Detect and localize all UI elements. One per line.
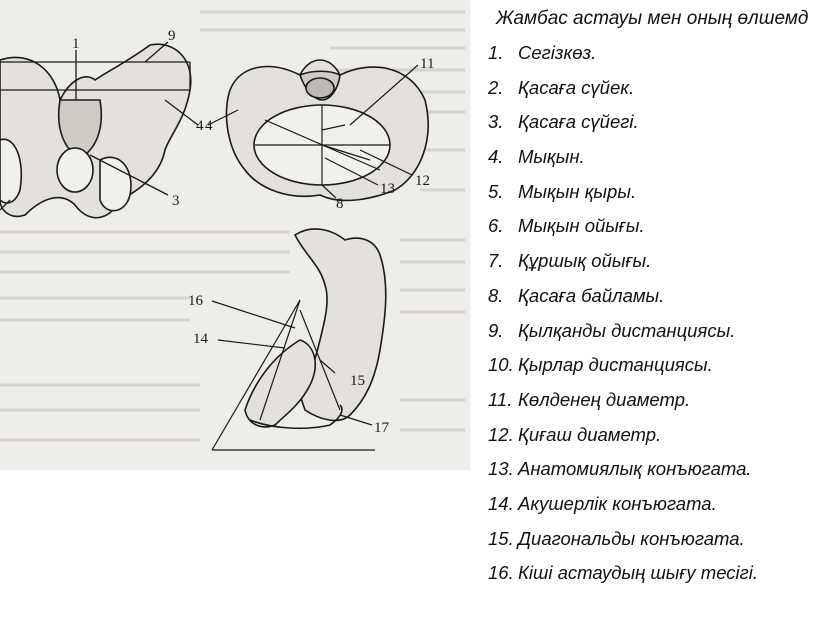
label-16: 16 [188,293,203,309]
legend-item-text: Қылқанды дистанциясы. [518,319,736,341]
legend-item [488,209,758,244]
legend-item-number: 13. [488,458,514,480]
legend-item-number: 16. [488,562,514,584]
legend-item [488,36,758,71]
legend-item-number: 6. [488,215,504,237]
legend-item-text: Диагональды конъюгата. [518,527,745,549]
label-13: 13 [380,181,395,197]
legend-item [488,314,758,349]
label-11: 11 [420,56,435,72]
legend-item [488,244,758,279]
label-14: 14 [193,331,208,347]
label-15: 15 [350,373,365,389]
legend-item-text: Анатомиялық конъюгата. [518,458,752,480]
legend-list [488,36,758,591]
legend-item-number: 5. [488,180,504,202]
legend-item-text: Мықын қыры. [518,180,637,202]
legend-item [488,452,758,487]
legend-item-number: 11. [488,388,513,410]
legend-item-number: 8. [488,284,504,306]
legend-item-text: Қасаға сүйек. [518,76,635,98]
legend-item-number: 3. [488,111,504,133]
legend-item [488,556,758,591]
legend-panel [470,0,831,623]
legend-item-number: 4. [488,146,504,168]
label-3: 3 [172,193,180,209]
legend-item-text: Мықын ойығы. [518,215,645,237]
legend-item-text: Мықын. [518,146,585,168]
pelvis-drawing [0,0,470,470]
legend-item-text: Қасаға байламы. [518,284,665,306]
lower-blank-area [0,470,470,623]
legend-item [488,383,758,418]
legend-item [488,71,758,106]
legend-item-text: Акушерлік конъюгата. [518,492,717,514]
legend-item-number: 1. [488,42,504,63]
legend-item [488,105,758,140]
label-8: 8 [336,196,344,212]
pelvis-top-view [226,60,428,200]
legend-item-text: Сегізкөз. [518,42,597,63]
legend-item-number: 10. [488,354,514,376]
legend-item [488,348,758,383]
legend-item-number: 7. [488,250,504,272]
legend-item [488,418,758,453]
label-4-top: 4 [205,118,213,134]
legend-item-text: Қиғаш диаметр. [518,423,662,445]
legend-item [488,140,758,175]
legend-item-text: Құршық ойығы. [518,250,652,272]
pelvis-figure [0,0,470,470]
legend-item-text: Қырлар дистанциясы. [518,354,713,376]
legend-item-number: 2. [488,76,504,98]
legend-item [488,175,758,210]
legend-title: Жамбас астауы мен оның өлшемд [496,8,809,29]
legend-item-number: 9. [488,319,504,341]
legend-item-text: Қасаға сүйегі. [518,111,639,133]
label-9: 9 [168,28,176,44]
label-1: 1 [72,36,80,52]
legend-item-number: 12. [488,423,514,445]
label-12: 12 [415,173,430,189]
legend-item [488,487,758,522]
legend-item-number: 14. [488,492,514,514]
legend-item [488,279,758,314]
legend-item-number: 15. [488,527,514,549]
legend-item-text: Көлденең диаметр. [518,388,691,410]
label-4-front: 4 [196,118,204,134]
pelvis-sagittal-view [245,229,386,428]
label-17: 17 [374,420,389,436]
legend-item-text: Кіші астаудың шығу тесігі. [518,562,759,584]
legend-item [488,522,758,557]
